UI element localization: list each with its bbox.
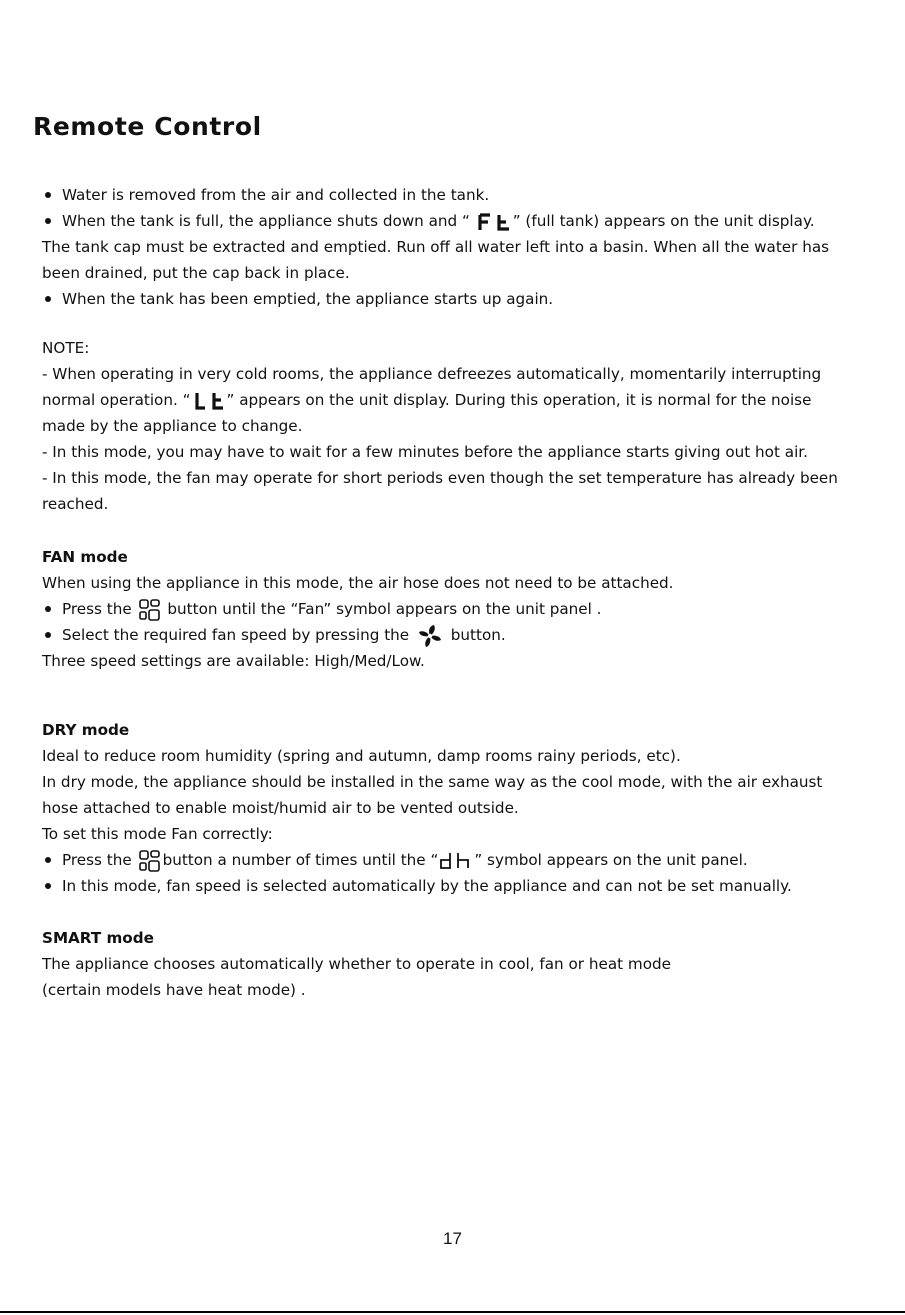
- section-heading: SMART mode: [42, 929, 154, 947]
- mode-button-icon: [137, 599, 163, 621]
- bullet: [42, 596, 62, 622]
- fan-speed-icon: [414, 624, 446, 648]
- section-heading: DRY mode: [42, 721, 130, 739]
- note-section: [42, 335, 872, 517]
- list-item: When the tank has been emptied, the appliance starts up again.: [42, 286, 872, 312]
- paragraph-line: Three speed settings are available: High/Med/Low.: [42, 652, 425, 670]
- paragraph-line: When using the appliance in this mode, the air hose does not need to be attached.: [42, 574, 674, 592]
- smart-mode-section: [42, 925, 872, 1003]
- paragraph-line: The tank cap must be extracted and emptied. Run off all water left into a basin. When all the water has: [42, 238, 830, 256]
- bullet: [42, 873, 62, 899]
- page-number: 17: [443, 1229, 462, 1248]
- list-item: Press the button until the “Fan” symbol appears on the unit panel .: [42, 596, 872, 622]
- dry-mode-section: [42, 717, 872, 899]
- note-line: normal operation. “ ” appears on the unit display. During this operation, it is normal for the noise: [42, 391, 812, 409]
- list-item: In this mode, fan speed is selected automatically by the appliance and can not be set manually.: [42, 873, 872, 899]
- bottom-rule: [0, 1311, 905, 1313]
- dry-display-code: [438, 851, 474, 871]
- tank-section: [42, 182, 872, 312]
- note-heading: NOTE:: [42, 339, 90, 357]
- note-line: reached.: [42, 495, 109, 513]
- paragraph-line: hose attached to enable moist/humid air to be vented outside.: [42, 799, 519, 817]
- fan-mode-section: [42, 544, 872, 674]
- list-item: Select the required fan speed by pressing the button.: [42, 622, 872, 648]
- section-heading: FAN mode: [42, 548, 128, 566]
- paragraph-line: (certain models have heat mode) .: [42, 981, 306, 999]
- paragraph-line: Ideal to reduce room humidity (spring and autumn, damp rooms rainy periods, etc).: [42, 747, 681, 765]
- paragraph-line: To set this mode Fan correctly:: [42, 825, 273, 843]
- list-item: Water is removed from the air and collected in the tank.: [42, 182, 872, 208]
- bullet: [42, 286, 62, 312]
- page-title: Remote Control: [33, 112, 262, 141]
- full-tank-display-code: [475, 212, 513, 232]
- bullet: [42, 847, 62, 873]
- paragraph-line: The appliance chooses automatically whether to operate in cool, fan or heat mode: [42, 955, 671, 973]
- defrost-display-code: [191, 391, 227, 411]
- paragraph-line: In dry mode, the appliance should be installed in the same way as the cool mode, with the air exhaust: [42, 773, 823, 791]
- note-line: - In this mode, the fan may operate for short periods even though the set temperature has already been: [42, 469, 838, 487]
- bullet: [42, 182, 62, 208]
- paragraph-line: been drained, put the cap back in place.: [42, 264, 350, 282]
- list-item: When the tank is full, the appliance shuts down and “ ” (full tank) appears on the unit display.: [42, 208, 872, 234]
- list-item: Press the button a number of times until the “ ” symbol appears on the unit panel.: [42, 847, 872, 873]
- note-line: - When operating in very cold rooms, the appliance defreezes automatically, momentarily interrupting: [42, 365, 822, 383]
- bullet: [42, 208, 62, 234]
- note-line: - In this mode, you may have to wait for a few minutes before the appliance starts giving out hot air.: [42, 443, 808, 461]
- bullet: [42, 622, 62, 648]
- note-line: made by the appliance to change.: [42, 417, 303, 435]
- mode-button-icon: [137, 850, 163, 872]
